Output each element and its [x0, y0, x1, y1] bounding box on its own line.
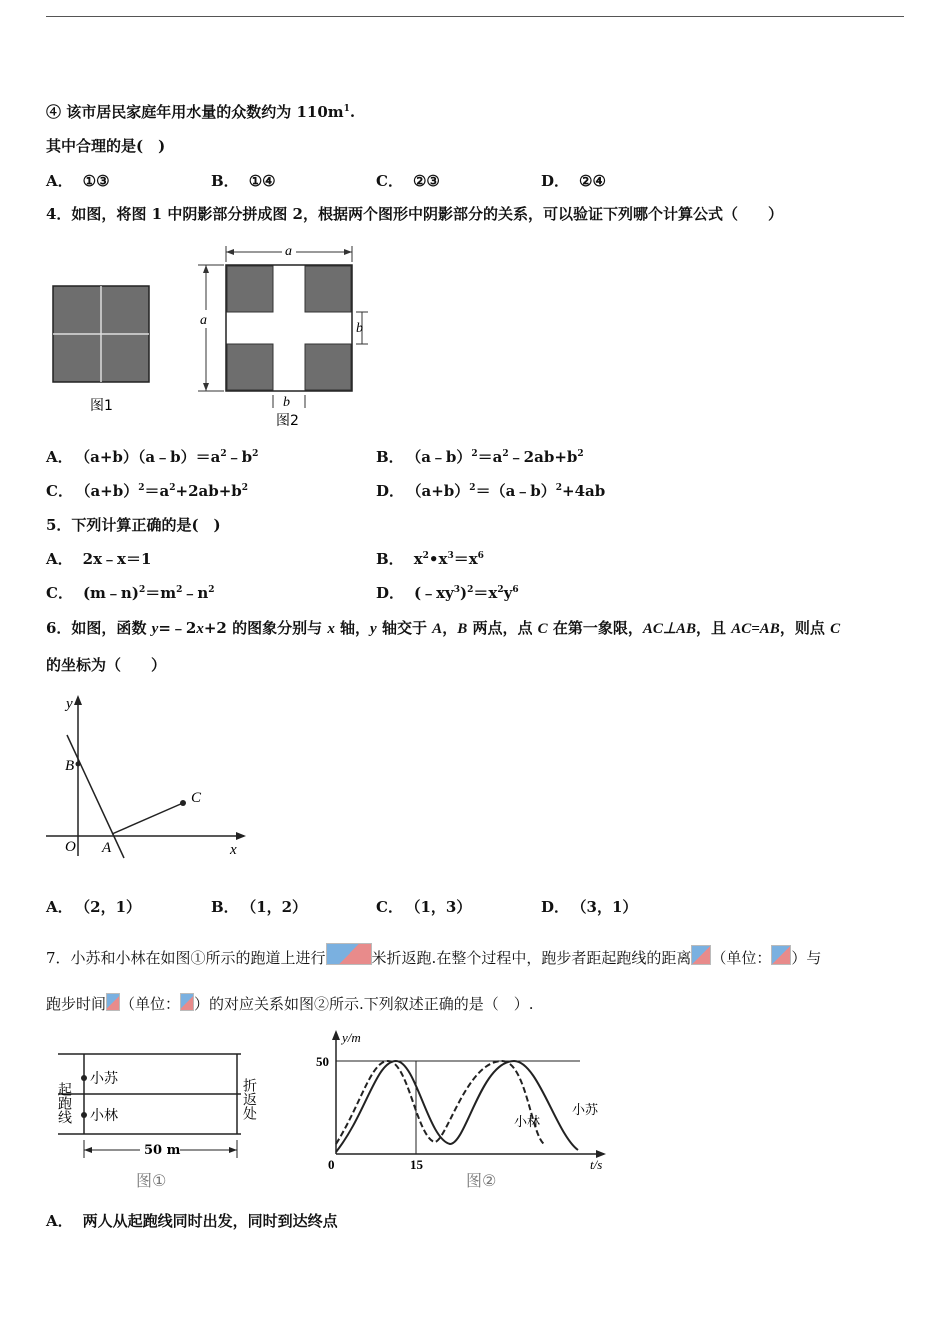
fig2-label-a-side: a	[200, 313, 207, 328]
curve-label-lin: 小林	[514, 1115, 541, 1130]
label-turnaround: 折返处	[241, 1078, 257, 1120]
fig2-caption: 图②	[466, 1171, 497, 1190]
label-lin: 小林	[90, 1108, 118, 1124]
tick-50: 50	[316, 1054, 329, 1069]
q4-stem: 4．如图，将图 1 中阴影部分拼成图 2，根据两个图形中阴影部分的关系，可以验证下列哪个计算公式（ ）	[46, 205, 783, 223]
label-distance: 50 m	[144, 1143, 181, 1158]
q4-figures	[46, 238, 386, 430]
fig2-label-b-right: b	[356, 321, 363, 336]
q7-option-a[interactable]: A． 两人从起跑线同时出发，同时到达终点	[46, 1212, 338, 1230]
q6-option-b[interactable]: B． （1，2）	[211, 898, 308, 916]
broken-image-icon	[106, 993, 120, 1011]
q5-stem: 5．下列计算正确的是( )	[46, 516, 221, 534]
q4-option-b[interactable]: B． $(a﹣b)^2=a^2﹣2ab+b^2$	[376, 448, 584, 466]
q3-option-d[interactable]: D． ②④	[541, 172, 606, 190]
q6-graph	[40, 690, 252, 860]
broken-image-icon	[326, 943, 372, 965]
q6-stem-line1: 6．如图，函数 y=﹣2x+2 的图象分别与 x 轴，y 轴交于 A，B 两点，点 C 在第一象限，AC⊥AB，且 AC=AB，则点 C	[46, 619, 841, 637]
label-y-axis: y/m	[342, 1030, 361, 1045]
q3-option-c[interactable]: C． ②③	[376, 172, 440, 190]
label-b: B	[65, 758, 75, 774]
fig1-caption: 图①	[136, 1171, 167, 1190]
q5-option-a[interactable]: A． 2x﹣x＝1	[46, 550, 152, 568]
point-c	[180, 800, 186, 806]
q4-option-d[interactable]: D． $(a+b)^2=(a﹣b)^2+4ab$	[376, 482, 606, 500]
label-y: y	[66, 696, 73, 712]
curve-label-su: 小苏	[572, 1103, 599, 1118]
q7-stem-line1: 7．小苏和小林在如图①所示的跑道上进行 米折返跑.在整个过程中，跑步者距起跑线的距离 （单位： ）与	[46, 943, 821, 968]
fig2-label-a-top: a	[285, 244, 292, 259]
q5-option-d[interactable]: D． $(﹣xy^3)^2=x^2y^6$	[376, 584, 519, 602]
q3-question: 其中合理的是( )	[46, 137, 166, 155]
broken-image-icon	[180, 993, 194, 1011]
tick-0: 0	[328, 1157, 335, 1172]
label-a: A	[102, 840, 112, 856]
label-x-axis: t/s	[590, 1157, 603, 1172]
fig2-caption: 图2	[276, 413, 299, 429]
label-start-line: 起跑线	[56, 1082, 72, 1124]
q7-figure-1-track	[56, 1040, 266, 1196]
label-su: 小苏	[90, 1071, 118, 1087]
q4-option-a[interactable]: A． $(a+b)(a﹣b)=a^2﹣b^2$	[46, 448, 259, 466]
q3-option-a[interactable]: A． ①③	[46, 172, 110, 190]
q4-option-c[interactable]: C． $(a+b)^2=a^2+2ab+b^2$	[46, 482, 249, 500]
q6-option-a[interactable]: A． （2，1）	[46, 898, 142, 916]
q3-item4: ④ 该市居民家庭年用水量的众数约为 $110m^1$.	[46, 103, 356, 121]
q7-figure-2-graph	[306, 1024, 616, 1202]
fig1-caption: 图1	[90, 398, 113, 414]
q5-option-b[interactable]: B． $x^2•x^3=x^6$	[376, 550, 484, 568]
q5-option-c[interactable]: C． $(m﹣n)^2=m^2﹣n^2$	[46, 584, 215, 602]
label-o: O	[65, 839, 76, 855]
q7-stem-line2: 跑步时间 （单位： ）的对应关系如图②所示.下列叙述正确的是（ ）.	[46, 995, 534, 1013]
label-x: x	[230, 842, 237, 858]
tick-15: 15	[410, 1157, 423, 1172]
q6-option-c[interactable]: C． （1，3）	[376, 898, 472, 916]
segment-ac	[112, 803, 183, 834]
broken-image-icon	[771, 945, 791, 965]
header-rule	[46, 16, 904, 17]
label-c: C	[191, 790, 202, 806]
q6-option-d[interactable]: D． （3，1）	[541, 898, 638, 916]
fig2-label-b-bottom: b	[283, 395, 290, 410]
q3-option-b[interactable]: B． ①④	[211, 172, 276, 190]
q6-stem-line2: 的坐标为（ ）	[46, 656, 167, 674]
broken-image-icon	[691, 945, 711, 965]
